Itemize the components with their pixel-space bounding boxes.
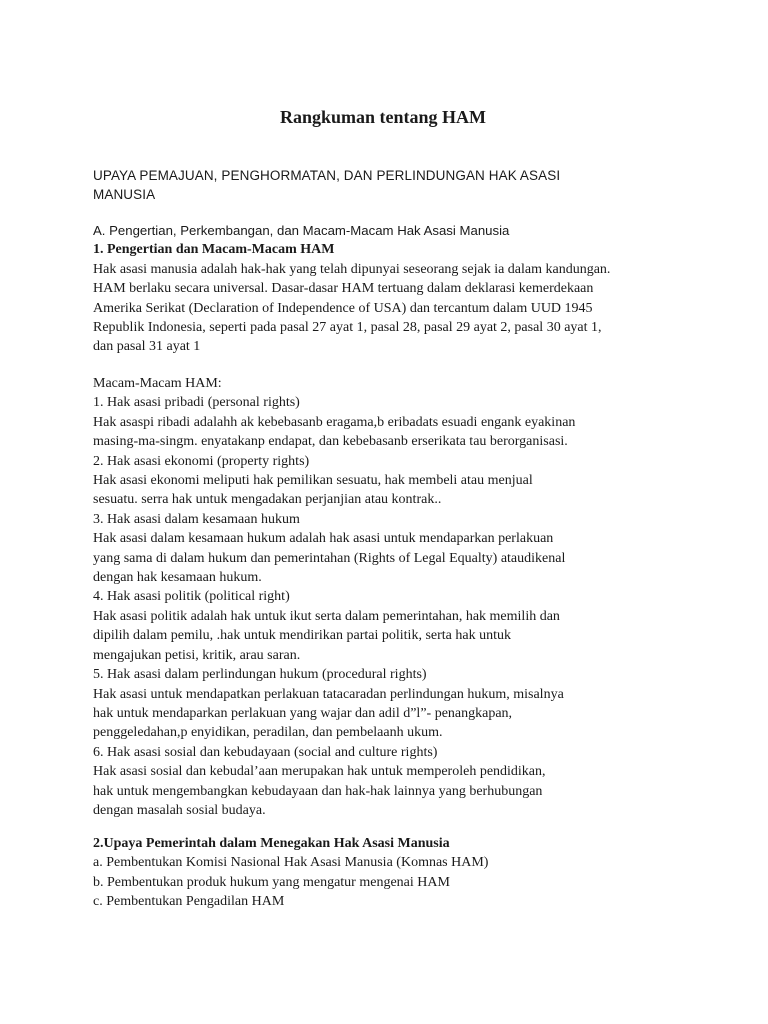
list-line: dengan hak kesamaan hukum. [93,570,262,586]
chapter-heading [93,166,683,205]
chapter-heading-line-1: UPAYA PEMAJUAN, PENGHORMATAN, DAN PERLINDUNGAN HAK ASASI [93,168,561,183]
section-a [93,221,693,357]
section-2-heading: 2.Upaya Pemerintah dalam Menegakan Hak Asasi Manusia [93,836,450,851]
paragraph-line: Hak asasi manusia adalah hak-hak yang telah dipunyai seseorang sejak ia dalam kandungan. [93,261,611,277]
list-line: hak untuk mengembangkan kebudayaan dan hak-hak lainnya yang berhubungan [93,783,543,799]
list-line: yang sama di dalam hukum dan pemerintahan (Rights of Legal Equalty) ataudikenal [93,550,566,566]
section-1-heading: 1. Pengertian dan Macam-Macam HAM [93,242,335,258]
list-line: Hak asasi untuk mendapatkan perlakuan tatacaradan perlindungan hukum, misalnya [93,686,564,702]
paragraph-line: Republik Indonesia, seperti pada pasal 27 ayat 1, pasal 28, pasal 29 ayat 2, pasal 30 ayat 1, [93,320,602,336]
list-line: 5. Hak asasi dalam perlindungan hukum (procedural rights) [93,667,427,683]
list-line: mengajukan petisi, kritik, arau saran. [93,647,301,663]
list-line: 2. Hak asasi ekonomi (property rights) [93,453,310,469]
chapter-heading-line-2: MANUSIA [93,187,156,203]
list-line: hak untuk mendaparkan perlakuan yang wajar dan adil d”l”- penangkapan, [93,705,513,721]
paragraph-line: HAM berlaku secara universal. Dasar-dasar HAM tertuang dalam deklarasi kemerdekaan [93,281,594,297]
list-line: dipilih dalam pemilu, .hak untuk mendirikan partai politik, serta hak untuk [93,628,511,644]
list-item: c. Pembentukan Pengadilan HAM [93,894,285,910]
list-line: Hak asaspi ribadi adalahh ak kebebasanb eragama,b eribadats esuadi engank eyakinan [93,414,576,430]
list-line: penggeledahan,p enyidikan, peradilan, dan pembelaanh ukum. [93,725,443,741]
document-title: Rangkuman tentang HAM [279,107,487,127]
list-item: b. Pembentukan produk hukum yang mengatur mengenai HAM [93,874,450,890]
list-line: sesuatu. serra hak untuk mengadakan perjanjian atau kontrak.. [93,492,442,508]
list-line: Hak asasi politik adalah hak untuk ikut serta dalam pemerintahan, hak memilih dan [93,608,560,624]
section-a-subtitle: A. Pengertian, Perkembangan, dan Macam-Macam Hak Asasi Manusia [93,223,510,238]
macam-heading: Macam-Macam HAM: [93,376,222,391]
list-line: dengan masalah sosial budaya. [93,802,266,818]
list-line: Hak asasi ekonomi meliputi hak pemilikan sesuatu, hak membeli atau menjual [93,473,533,489]
list-line: masing-ma-singm. enyatakanp endapat, dan kebebasanb erserikata tau berorganisasi. [93,434,568,450]
list-item: a. Pembentukan Komisi Nasional Hak Asasi Manusia (Komnas HAM) [93,855,489,871]
list-line: Hak asasi sosial dan kebudal’aan merupakan hak untuk memperoleh pendidikan, [93,764,546,780]
paragraph-line: Amerika Serikat (Declaration of Independence of USA) dan tercantum dalam UUD 1945 [93,300,593,316]
paragraph-line: dan pasal 31 ayat 1 [93,339,201,355]
list-line: 6. Hak asasi sosial dan kebudayaan (social and culture rights) [93,744,438,760]
list-line: 4. Hak asasi politik (political right) [93,589,290,605]
list-line: Hak asasi dalam kesamaan hukum adalah hak asasi untuk mendaparkan perlakuan [93,531,554,547]
list-line: 1. Hak asasi pribadi (personal rights) [93,395,300,411]
macam-section [93,374,693,820]
section-2 [93,834,693,912]
list-line: 3. Hak asasi dalam kesamaan hukum [93,511,300,527]
